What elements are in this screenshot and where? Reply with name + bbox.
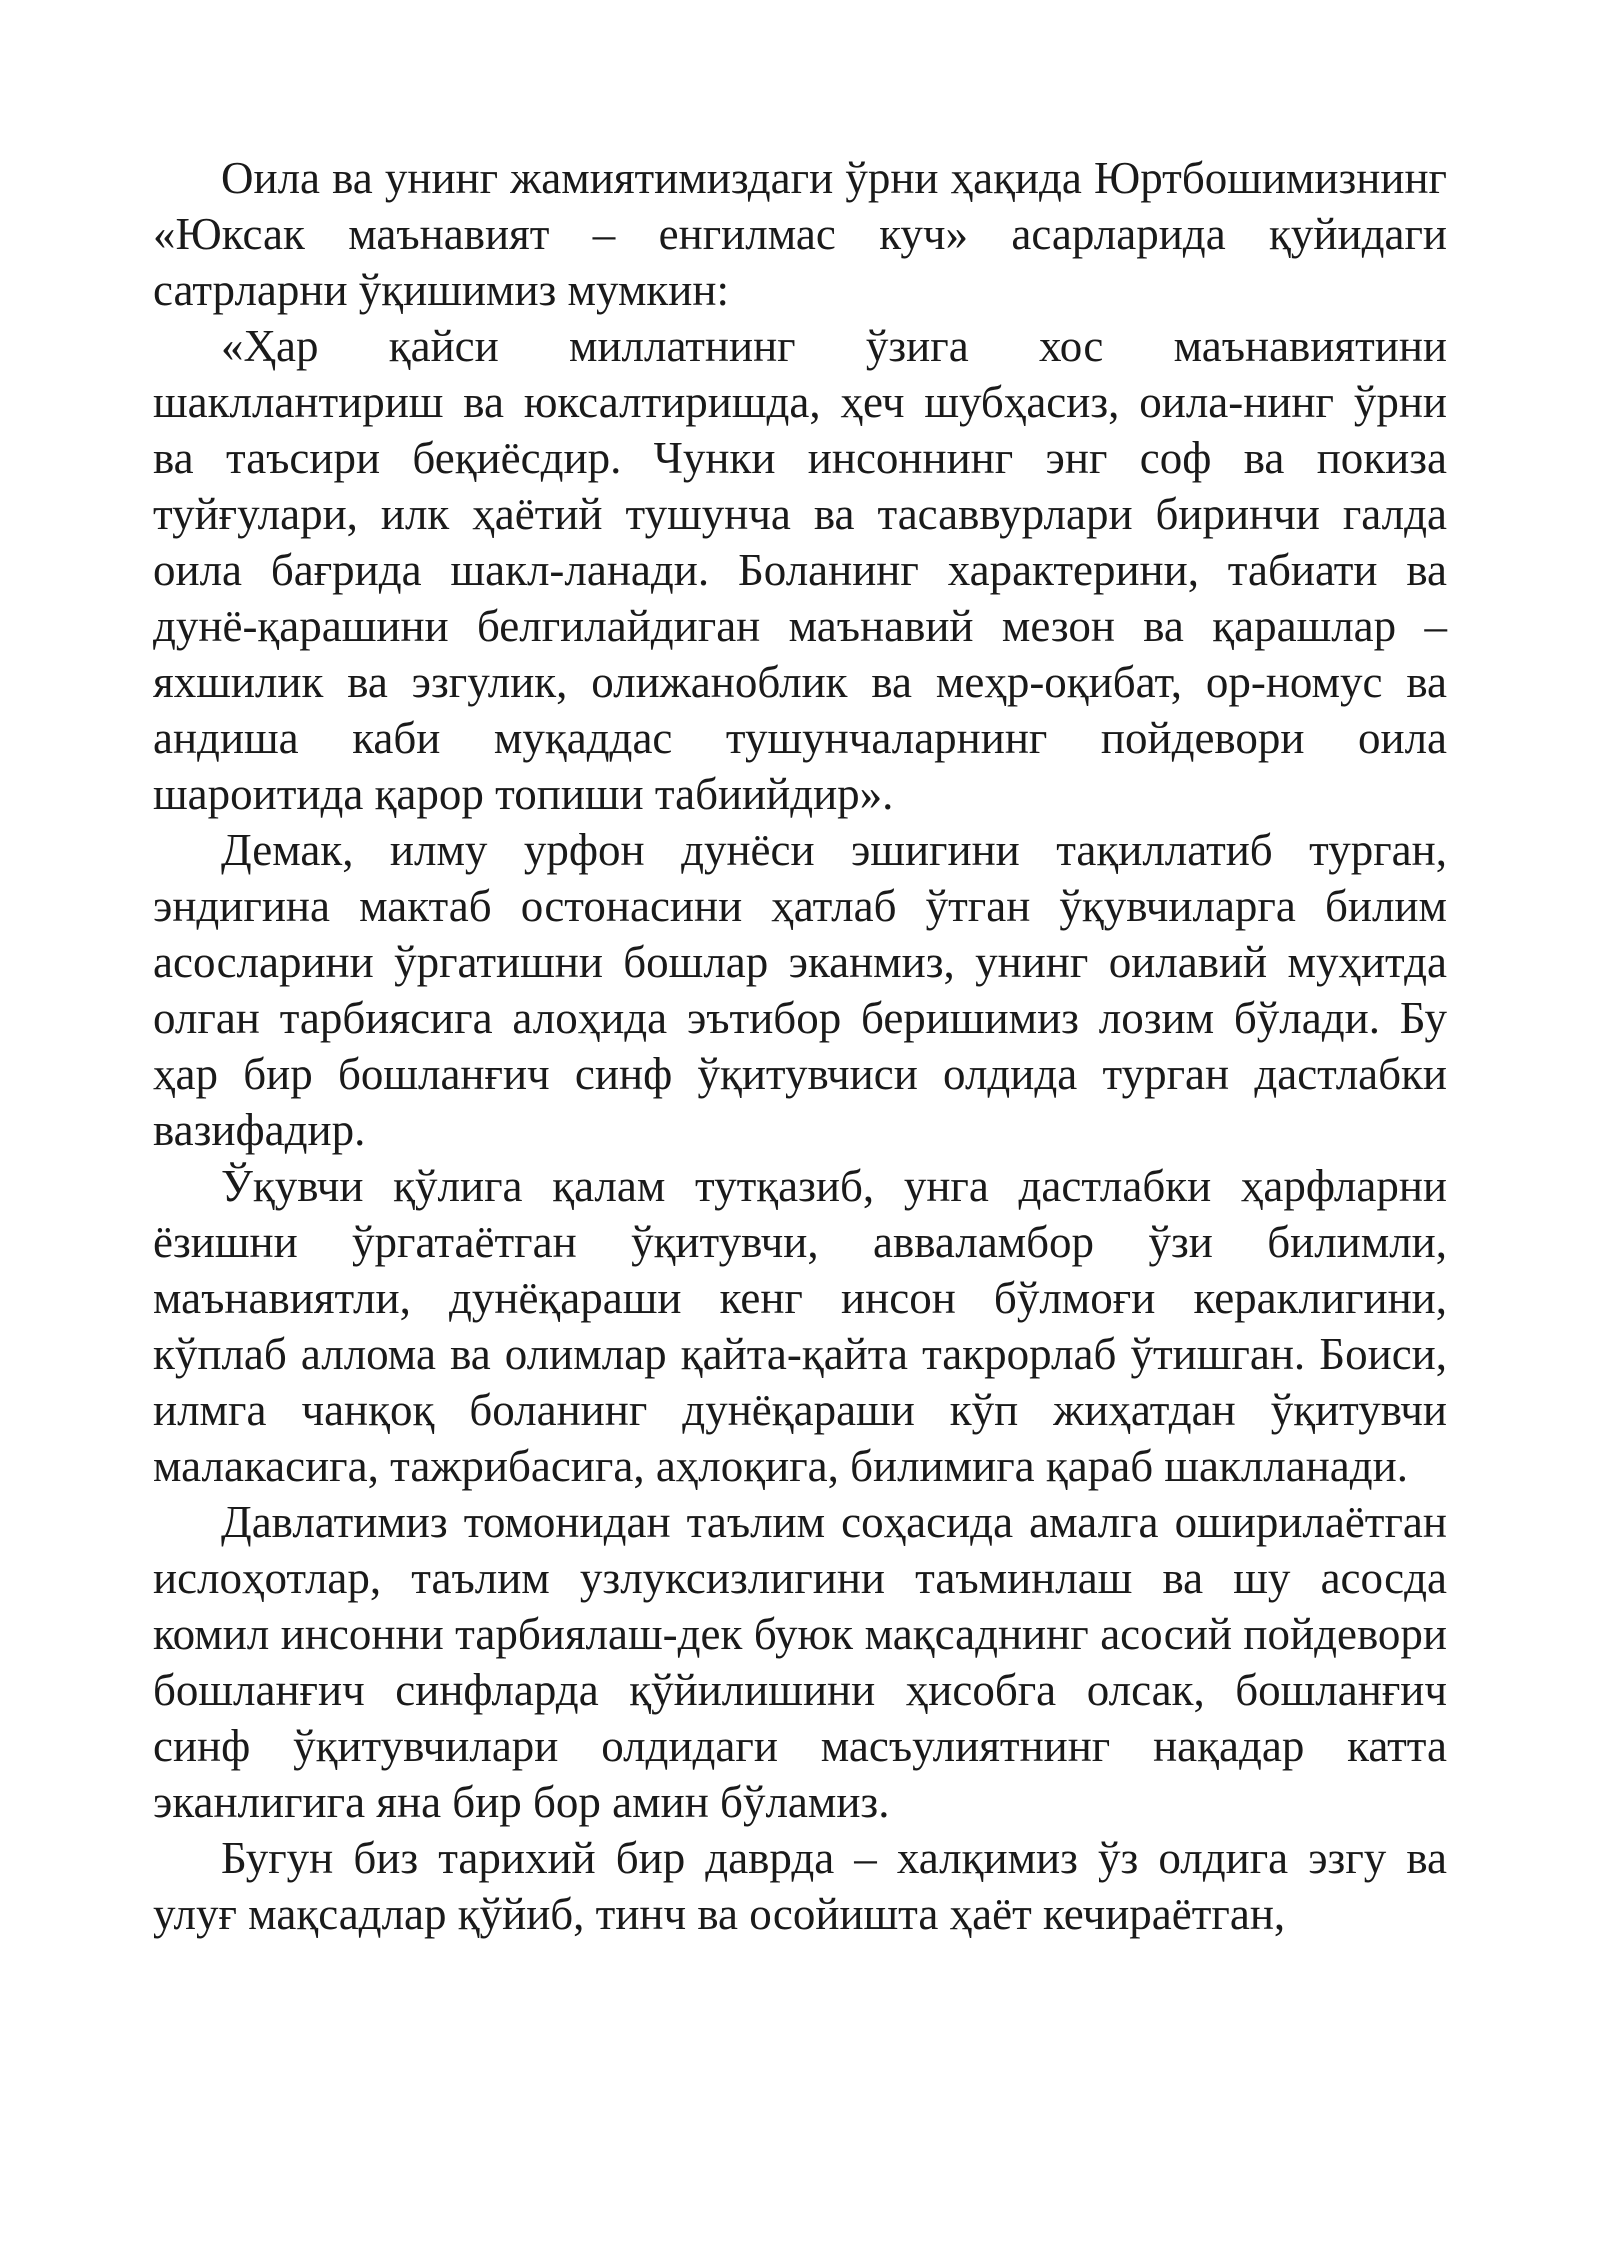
document-body (153, 150, 1447, 1942)
paragraph-teacher: Ўқувчи қўлига қалам тутқазиб, унга дастлабки ҳарфларни ёзишни ўргатаётган ўқитувчи, авваламбор ўзи билимли, маънавиятли, дунёқараши кенг инсон бўлмоғи кераклигини, кўплаб аллома ва олимлар қайта-қайта такрорлаб ўтишган. Боиси, илмга чанқоқ боланинг дунёқараши кўп жиҳатдан ўқитувчи малакасига, тажрибасига, аҳлоқига, билимига қараб шаклланади. (153, 1161, 1447, 1491)
paragraph-today: Бугун биз тарихий бир даврда – халқимиз ўз олдига эзгу ва улуғ мақсадлар қўйиб, тинч ва осойишта ҳаёт кечираётган, (153, 1833, 1447, 1939)
paragraph-state-reforms: Давлатимиз томонидан таълим соҳасида амалга оширилаётган ислоҳотлар, таълим узлуксизлигини таъминлаш ва шу асосда комил инсонни тарбиялаш-дек буюк мақсаднинг асосий пойдевори бошланғич синфларда қўйилишини ҳисобга олсак, бошланғич синф ўқитувчилари олдидаги масъулиятнинг нақадар катта эканлигига яна бир бор амин бўламиз. (153, 1497, 1447, 1827)
paragraph-intro: Оила ва унинг жамиятимиздаги ўрни ҳақида Юртбошимизнинг «Юксак маънавият – енгилмас куч» асарларида қуйидаги сатрларни ўқишимиз мумкин: (153, 153, 1447, 315)
paragraph-quote: «Ҳар қайси миллатнинг ўзига хос маънавиятини шакллантириш ва юксалтиришда, ҳеч шубҳасиз, оила-нинг ўрни ва таъсири беқиёсдир. Чунки инсоннинг энг соф ва покиза туйғулари, илк ҳаётий тушунча ва тасаввурлари биринчи галда оила бағрида шакл-ланади. Боланинг характерини, табиати ва дунё-қарашини белгилайдиган маънавий мезон ва қарашлар – яхшилик ва эзгулик, олижаноблик ва меҳр-оқибат, ор-номус ва андиша каби муқаддас тушунчаларнинг пойдевори оила шароитида қарор топиши табиийдир». (153, 321, 1447, 819)
paragraph-demak: Демак, илму урфон дунёси эшигини тақиллатиб турган, эндигина мактаб остонасини ҳатлаб ўтган ўқувчиларга билим асосларини ўргатишни бошлар эканмиз, унинг оилавий муҳитда олган тарбиясига алоҳида эътибор беришимиз лозим бўлади. Бу ҳар бир бошланғич синф ўқитувчиси олдида турган дастлабки вазифадир. (153, 825, 1447, 1155)
